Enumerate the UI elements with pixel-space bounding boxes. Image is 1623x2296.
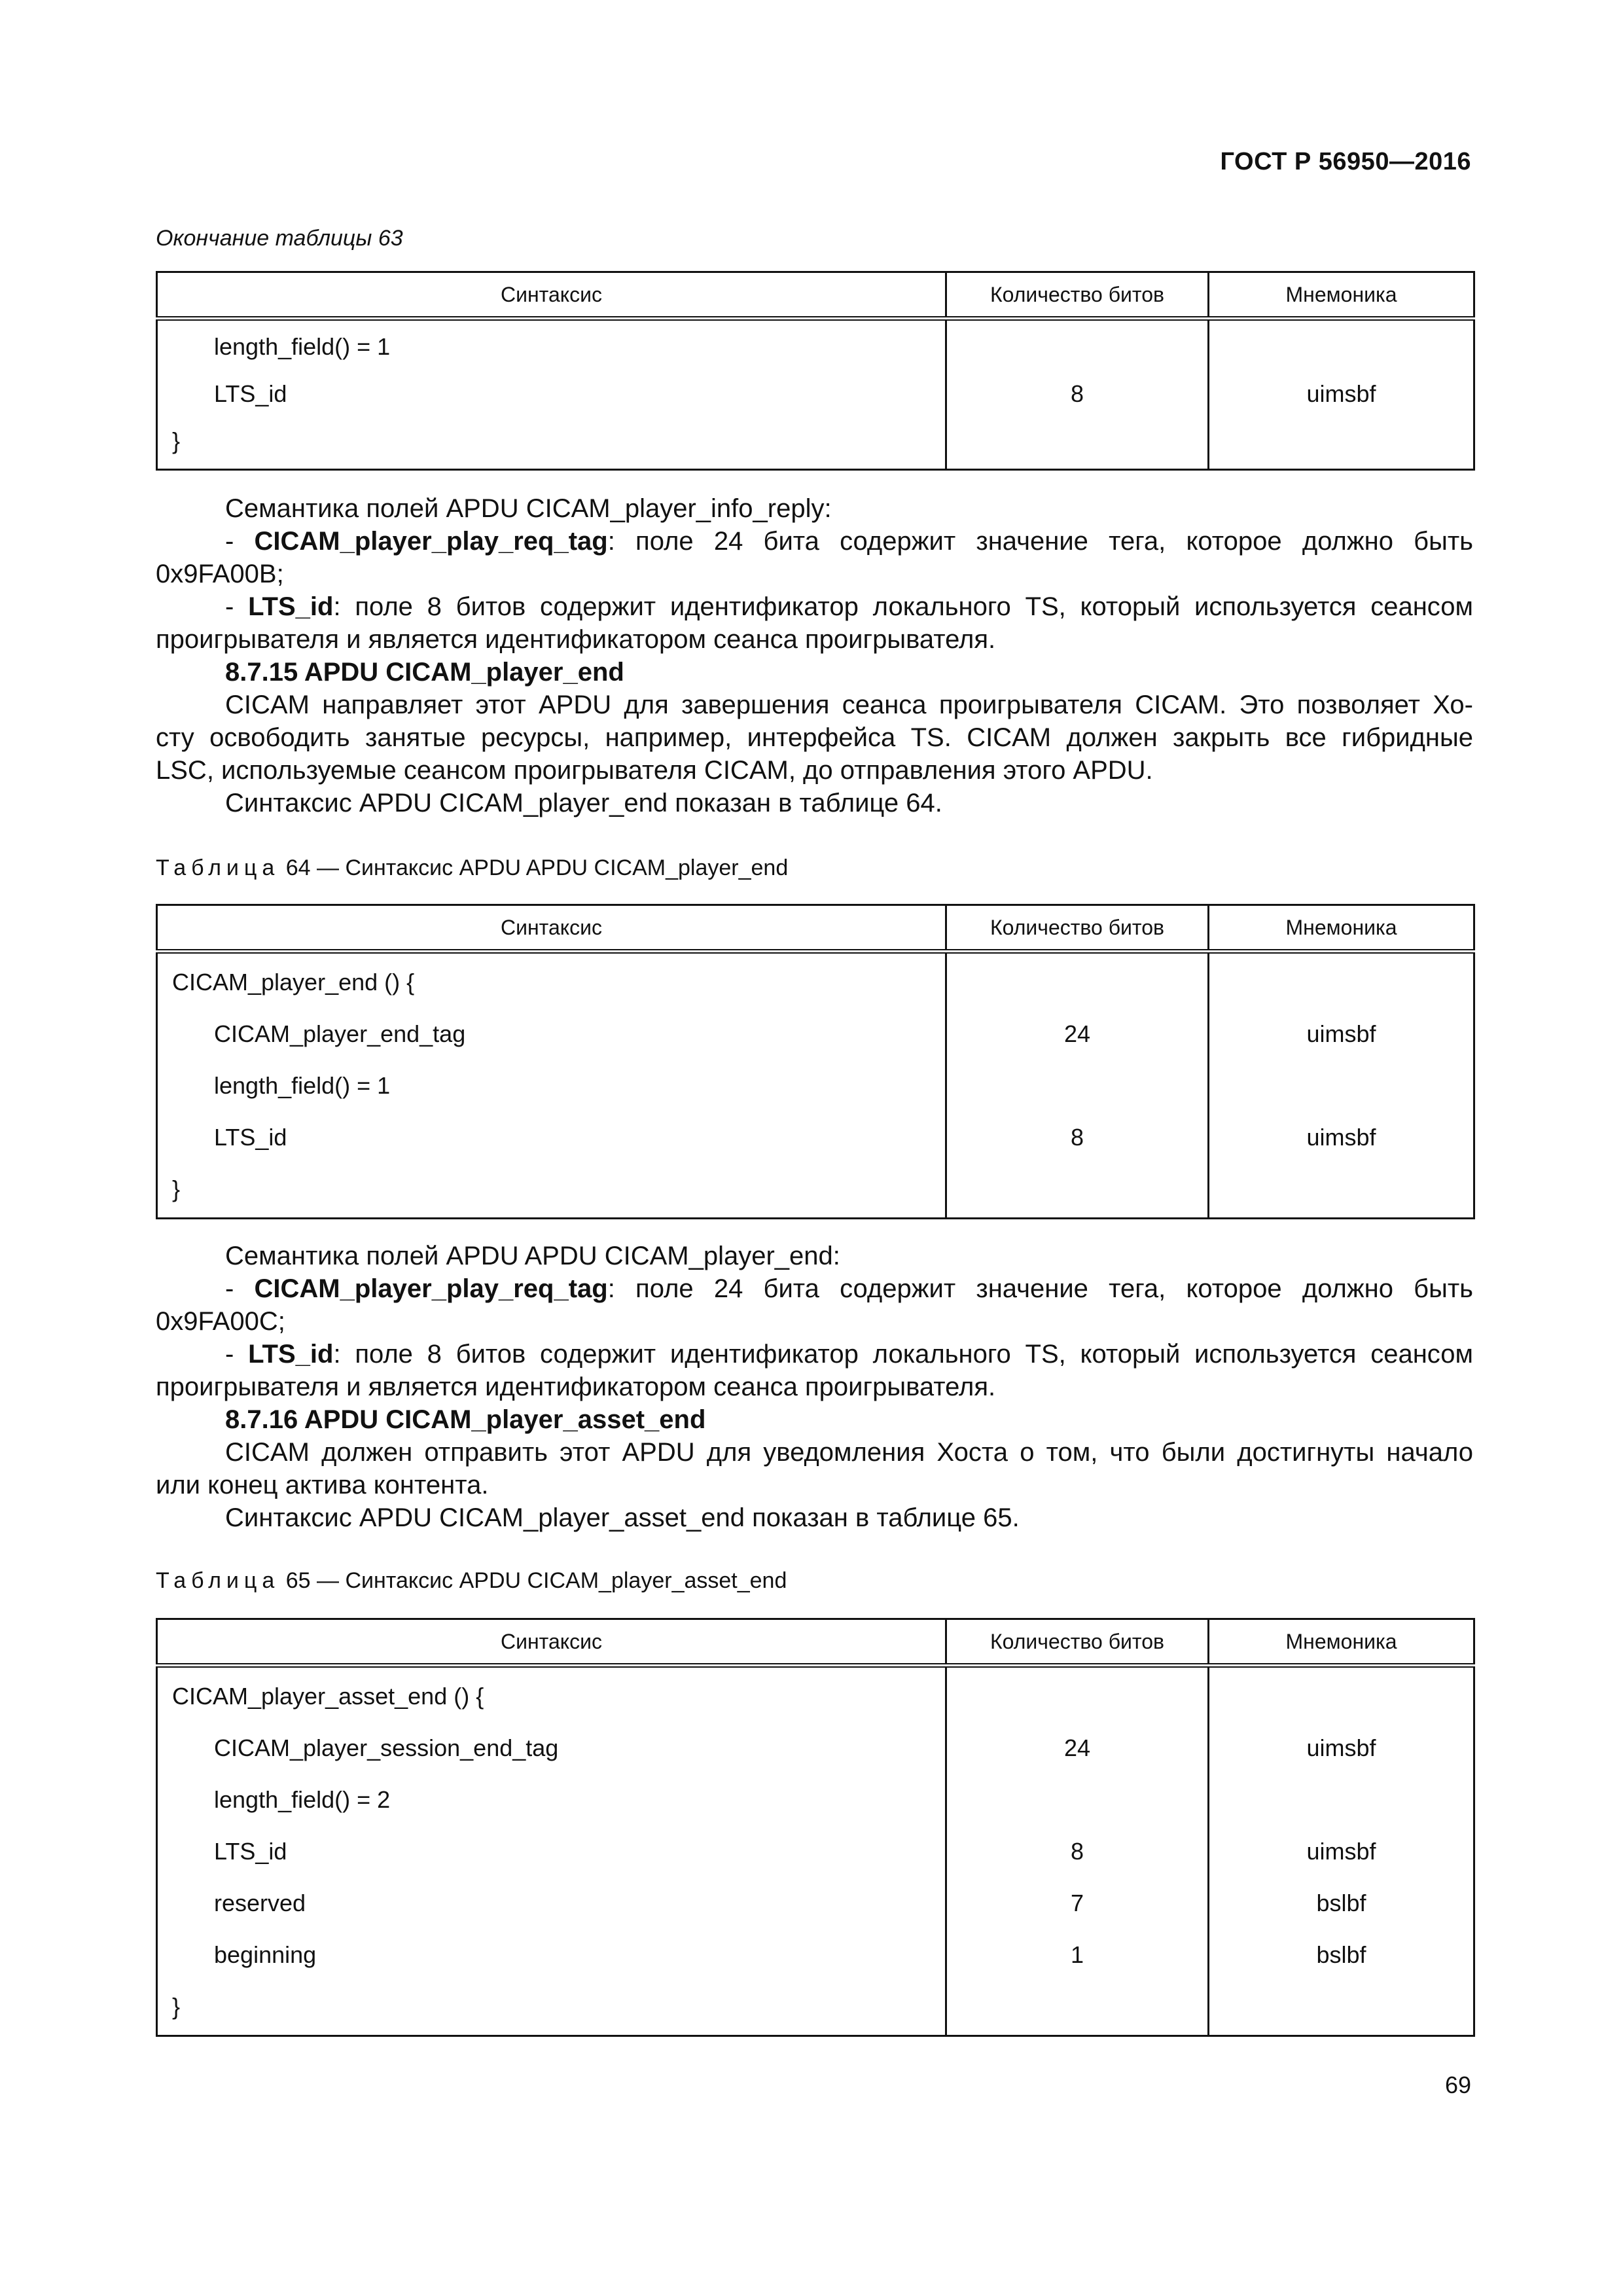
mnemonic-value <box>1209 323 1473 370</box>
section-text-line: сту освободить занятые ресурсы, например, интерфейса TS. CICAM должен закрыть все гибридные <box>156 723 1473 752</box>
mnemonic-value: uimsbf <box>1306 1838 1376 1865</box>
bits-cell <box>946 319 1209 470</box>
syntax-line: CICAM_player_session_end_tag <box>214 1734 559 1761</box>
mnemonic-cell <box>1209 1666 1474 2036</box>
section-text-line: или конец актива контента. <box>156 1471 489 1499</box>
header-bits: Количество битов <box>946 1619 1209 1666</box>
mnemonic-value <box>1209 1670 1473 1722</box>
syntax-cell <box>157 1666 946 2036</box>
standard-header: ГОСТ Р 56950—2016 <box>1220 148 1471 175</box>
semantics-item-2: - LTS_id: поле 8 битов содержит идентификатор локального TS, который используется сеансом <box>225 592 1473 621</box>
mnemonic-value: bslbf <box>1316 1890 1366 1916</box>
mnemonic-cell <box>1209 952 1474 1219</box>
mnemonic-value <box>1209 1060 1473 1111</box>
syntax-line: beginning <box>214 1941 317 1968</box>
header-syntax: Синтаксис <box>157 272 946 319</box>
header-mnemonic: Мнемоника <box>1209 272 1474 319</box>
semantics-item-2: - LTS_id: поле 8 битов содержит идентификатор локального TS, который используется сеансом <box>225 1340 1473 1369</box>
bits-value: 24 <box>1063 1020 1091 1047</box>
bits-value: 8 <box>1070 1838 1084 1865</box>
section-text-line: LSC, используемые сеансом проигрывателя CICAM, до отправления этого APDU. <box>156 756 1153 785</box>
table-header-row <box>157 272 1474 319</box>
mnemonic-value <box>1209 1774 1473 1825</box>
field-term: CICAM_player_play_req_tag <box>254 1274 608 1303</box>
table-row <box>157 952 1474 1219</box>
caption-text: 64 — Синтаксис APDU APDU CICAM_player_end <box>285 855 789 880</box>
syntax-reference: Синтаксис APDU CICAM_player_end показан в таблице 64. <box>225 789 942 817</box>
syntax-cell <box>157 952 946 1219</box>
bits-value <box>947 1774 1207 1825</box>
syntax-line: LTS_id <box>214 1838 287 1865</box>
semantics-item-1-cont: 0x9FA00C; <box>156 1307 285 1336</box>
field-term: CICAM_player_play_req_tag <box>254 527 608 556</box>
table-row <box>157 319 1474 470</box>
bits-cell <box>946 1666 1209 2036</box>
table-header-row <box>157 1619 1474 1666</box>
bits-value <box>947 1670 1207 1722</box>
section-heading-8-7-16: 8.7.16 APDU CICAM_player_asset_end <box>225 1405 706 1434</box>
table-header-row <box>157 905 1474 952</box>
syntax-line: CICAM_player_end_tag <box>214 1020 466 1047</box>
table63-caption: Окончание таблицы 63 <box>156 226 403 251</box>
header-bits: Количество битов <box>946 905 1209 952</box>
header-mnemonic: Мнемоника <box>1209 905 1474 952</box>
syntax-line: } <box>172 427 181 454</box>
section-heading-8-7-15: 8.7.15 APDU CICAM_player_end <box>225 658 624 687</box>
mnemonic-value: uimsbf <box>1306 1124 1376 1151</box>
section-text-line: CICAM должен отправить этот APDU для уведомления Хоста о том, что были достигнуты начало <box>225 1438 1473 1467</box>
syntax-line: } <box>172 1175 181 1202</box>
mnemonic-value: uimsbf <box>1306 380 1376 407</box>
mnemonic-value <box>1209 956 1473 1008</box>
semantics-item-2-cont: проигрывателя и является идентификатором сеанса проигрывателя. <box>156 1372 996 1401</box>
bits-value: 1 <box>1070 1941 1084 1968</box>
bits-value: 24 <box>1063 1734 1091 1761</box>
syntax-reference: Синтаксис APDU CICAM_player_asset_end показан в таблице 65. <box>225 1503 1020 1532</box>
table-63-end <box>156 271 1475 471</box>
header-mnemonic: Мнемоника <box>1209 1619 1474 1666</box>
caption-word: Таблица <box>156 1568 280 1593</box>
bits-value <box>947 1060 1207 1111</box>
field-desc: : поле 8 битов содержит идентификатор локального TS, который используется сеансом <box>333 1340 1473 1369</box>
mnemonic-value: uimsbf <box>1306 1734 1376 1761</box>
caption-text: 65 — Синтаксис APDU CICAM_player_asset_end <box>285 1568 787 1593</box>
syntax-line: LTS_id <box>214 1124 287 1151</box>
header-syntax: Синтаксис <box>157 1619 946 1666</box>
table-64 <box>156 904 1475 1219</box>
table65-caption <box>156 1568 787 1594</box>
field-term: LTS_id <box>248 592 334 621</box>
bits-value: 7 <box>1070 1890 1084 1916</box>
syntax-line: length_field() = 2 <box>214 1786 391 1813</box>
bits-value: 8 <box>1070 1124 1084 1151</box>
semantics-block-2 <box>156 1240 1473 1534</box>
field-desc: : поле 24 бита содержит значение тега, которое должно быть <box>607 527 1473 556</box>
field-desc: : поле 8 битов содержит идентификатор локального TS, который используется сеансом <box>333 592 1473 621</box>
mnemonic-value: bslbf <box>1316 1941 1366 1968</box>
header-syntax: Синтаксис <box>157 905 946 952</box>
syntax-line: length_field() = 1 <box>214 333 391 360</box>
syntax-line: reserved <box>214 1890 306 1916</box>
section-text-line: CICAM направляет этот APDU для завершения сеанса проигрывателя CICAM. Это позволяет Хо- <box>225 691 1473 719</box>
syntax-line: CICAM_player_asset_end () { <box>172 1683 484 1710</box>
mnemonic-value: uimsbf <box>1306 1020 1376 1047</box>
semantics-block-1 <box>156 492 1473 819</box>
table64-caption <box>156 855 788 881</box>
bits-cell <box>946 952 1209 1219</box>
semantics-item-1: - CICAM_player_play_req_tag: поле 24 бита содержит значение тега, которое должно быть <box>225 1274 1473 1303</box>
header-bits: Количество битов <box>946 272 1209 319</box>
page-number: 69 <box>1444 2072 1471 2098</box>
syntax-line: } <box>172 1993 181 2020</box>
semantics-item-2-cont: проигрывателя и является идентификатором сеанса проигрывателя. <box>156 625 996 654</box>
semantics-item-1: - CICAM_player_play_req_tag: поле 24 бита содержит значение тега, которое должно быть <box>225 527 1473 556</box>
field-desc: : поле 24 бита содержит значение тега, которое должно быть <box>607 1274 1473 1303</box>
bits-value <box>947 956 1207 1008</box>
field-term: LTS_id <box>248 1340 334 1369</box>
table-65 <box>156 1618 1475 2037</box>
syntax-line: length_field() = 1 <box>214 1072 391 1099</box>
bits-value <box>947 323 1207 370</box>
syntax-line: CICAM_player_end () { <box>172 969 415 996</box>
syntax-line: LTS_id <box>214 380 287 407</box>
caption-word: Таблица <box>156 855 280 880</box>
semantics-intro: Семантика полей APDU APDU CICAM_player_end: <box>225 1242 840 1270</box>
table-row <box>157 1666 1474 2036</box>
bits-value: 8 <box>1070 380 1084 407</box>
mnemonic-cell <box>1209 319 1474 470</box>
syntax-cell <box>157 319 946 470</box>
semantics-intro: Семантика полей APDU CICAM_player_info_reply: <box>225 494 832 523</box>
semantics-item-1-cont: 0x9FA00B; <box>156 560 284 588</box>
